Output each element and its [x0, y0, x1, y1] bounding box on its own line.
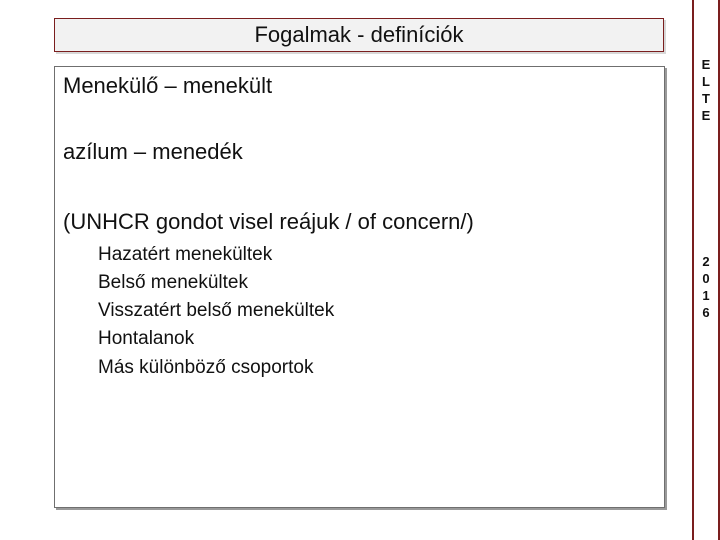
list-item: Belső menekültek	[98, 272, 248, 293]
slide-title: Fogalmak - definíciók	[254, 22, 464, 47]
list-item: Hontalanok	[98, 328, 195, 349]
slide-title-box	[54, 18, 664, 52]
vertical-label-year	[694, 253, 718, 321]
definition-line-3: (UNHCR gondot visel reájuk / of concern/)	[63, 209, 474, 234]
vertical-letter: L	[702, 74, 710, 89]
vertical-digit: 6	[702, 305, 710, 320]
side-strip	[692, 0, 720, 540]
vertical-letter: E	[701, 57, 711, 72]
vertical-digit: 1	[702, 288, 710, 303]
definition-line-2: azílum – menedék	[63, 139, 243, 164]
definition-line-1: Menekülő – menekült	[63, 73, 273, 98]
vertical-letter: E	[701, 108, 711, 123]
vertical-digit: 2	[702, 254, 710, 269]
list-item: Más különböző csoportok	[98, 357, 314, 378]
vertical-label-elte	[694, 56, 718, 124]
content-box	[54, 66, 665, 508]
vertical-digit: 0	[702, 271, 710, 286]
vertical-letter: T	[702, 91, 710, 106]
list-item: Visszatért belső menekültek	[98, 300, 335, 321]
list-item: Hazatért menekültek	[98, 244, 273, 265]
